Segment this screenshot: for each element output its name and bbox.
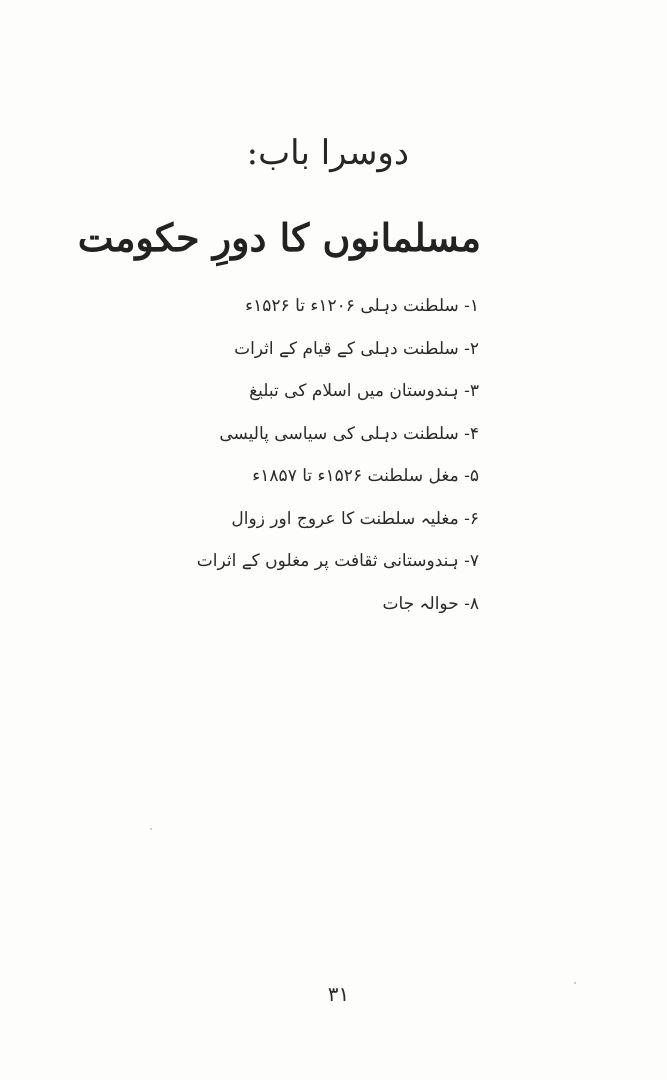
chapter-title: مسلمانوں کا دورِ حکومت [77, 215, 481, 260]
scan-speck [574, 982, 576, 984]
scan-speck [150, 828, 152, 830]
contents-item: ۱- سلطنت دہلی ۱۲۰۶ء تا ۱۵۲۶ء [245, 296, 479, 316]
chapter-contents-list [179, 285, 479, 625]
contents-item: ۵- مغل سلطنت ۱۵۲۶ء تا ۱۸۵۷ء [252, 466, 479, 486]
contents-item: ۲- سلطنت دہلی کے قیام کے اثرات [234, 338, 479, 359]
chapter-label: دوسرا باب: [246, 133, 409, 173]
contents-item: ۶- مغلیہ سلطنت کا عروج اور زوال [231, 508, 479, 529]
contents-item: ۳- ہندوستان میں اسلام کی تبلیغ [249, 381, 479, 401]
page-number: ۳۱ [327, 982, 350, 1006]
contents-item: ۷- ہندوستانی ثقافت پر مغلوں کے اثرات [196, 551, 479, 571]
contents-item: ۸- حوالہ جات [382, 593, 479, 614]
contents-item: ۴- سلطنت دہلی کی سیاسی پالیسی [219, 423, 479, 444]
